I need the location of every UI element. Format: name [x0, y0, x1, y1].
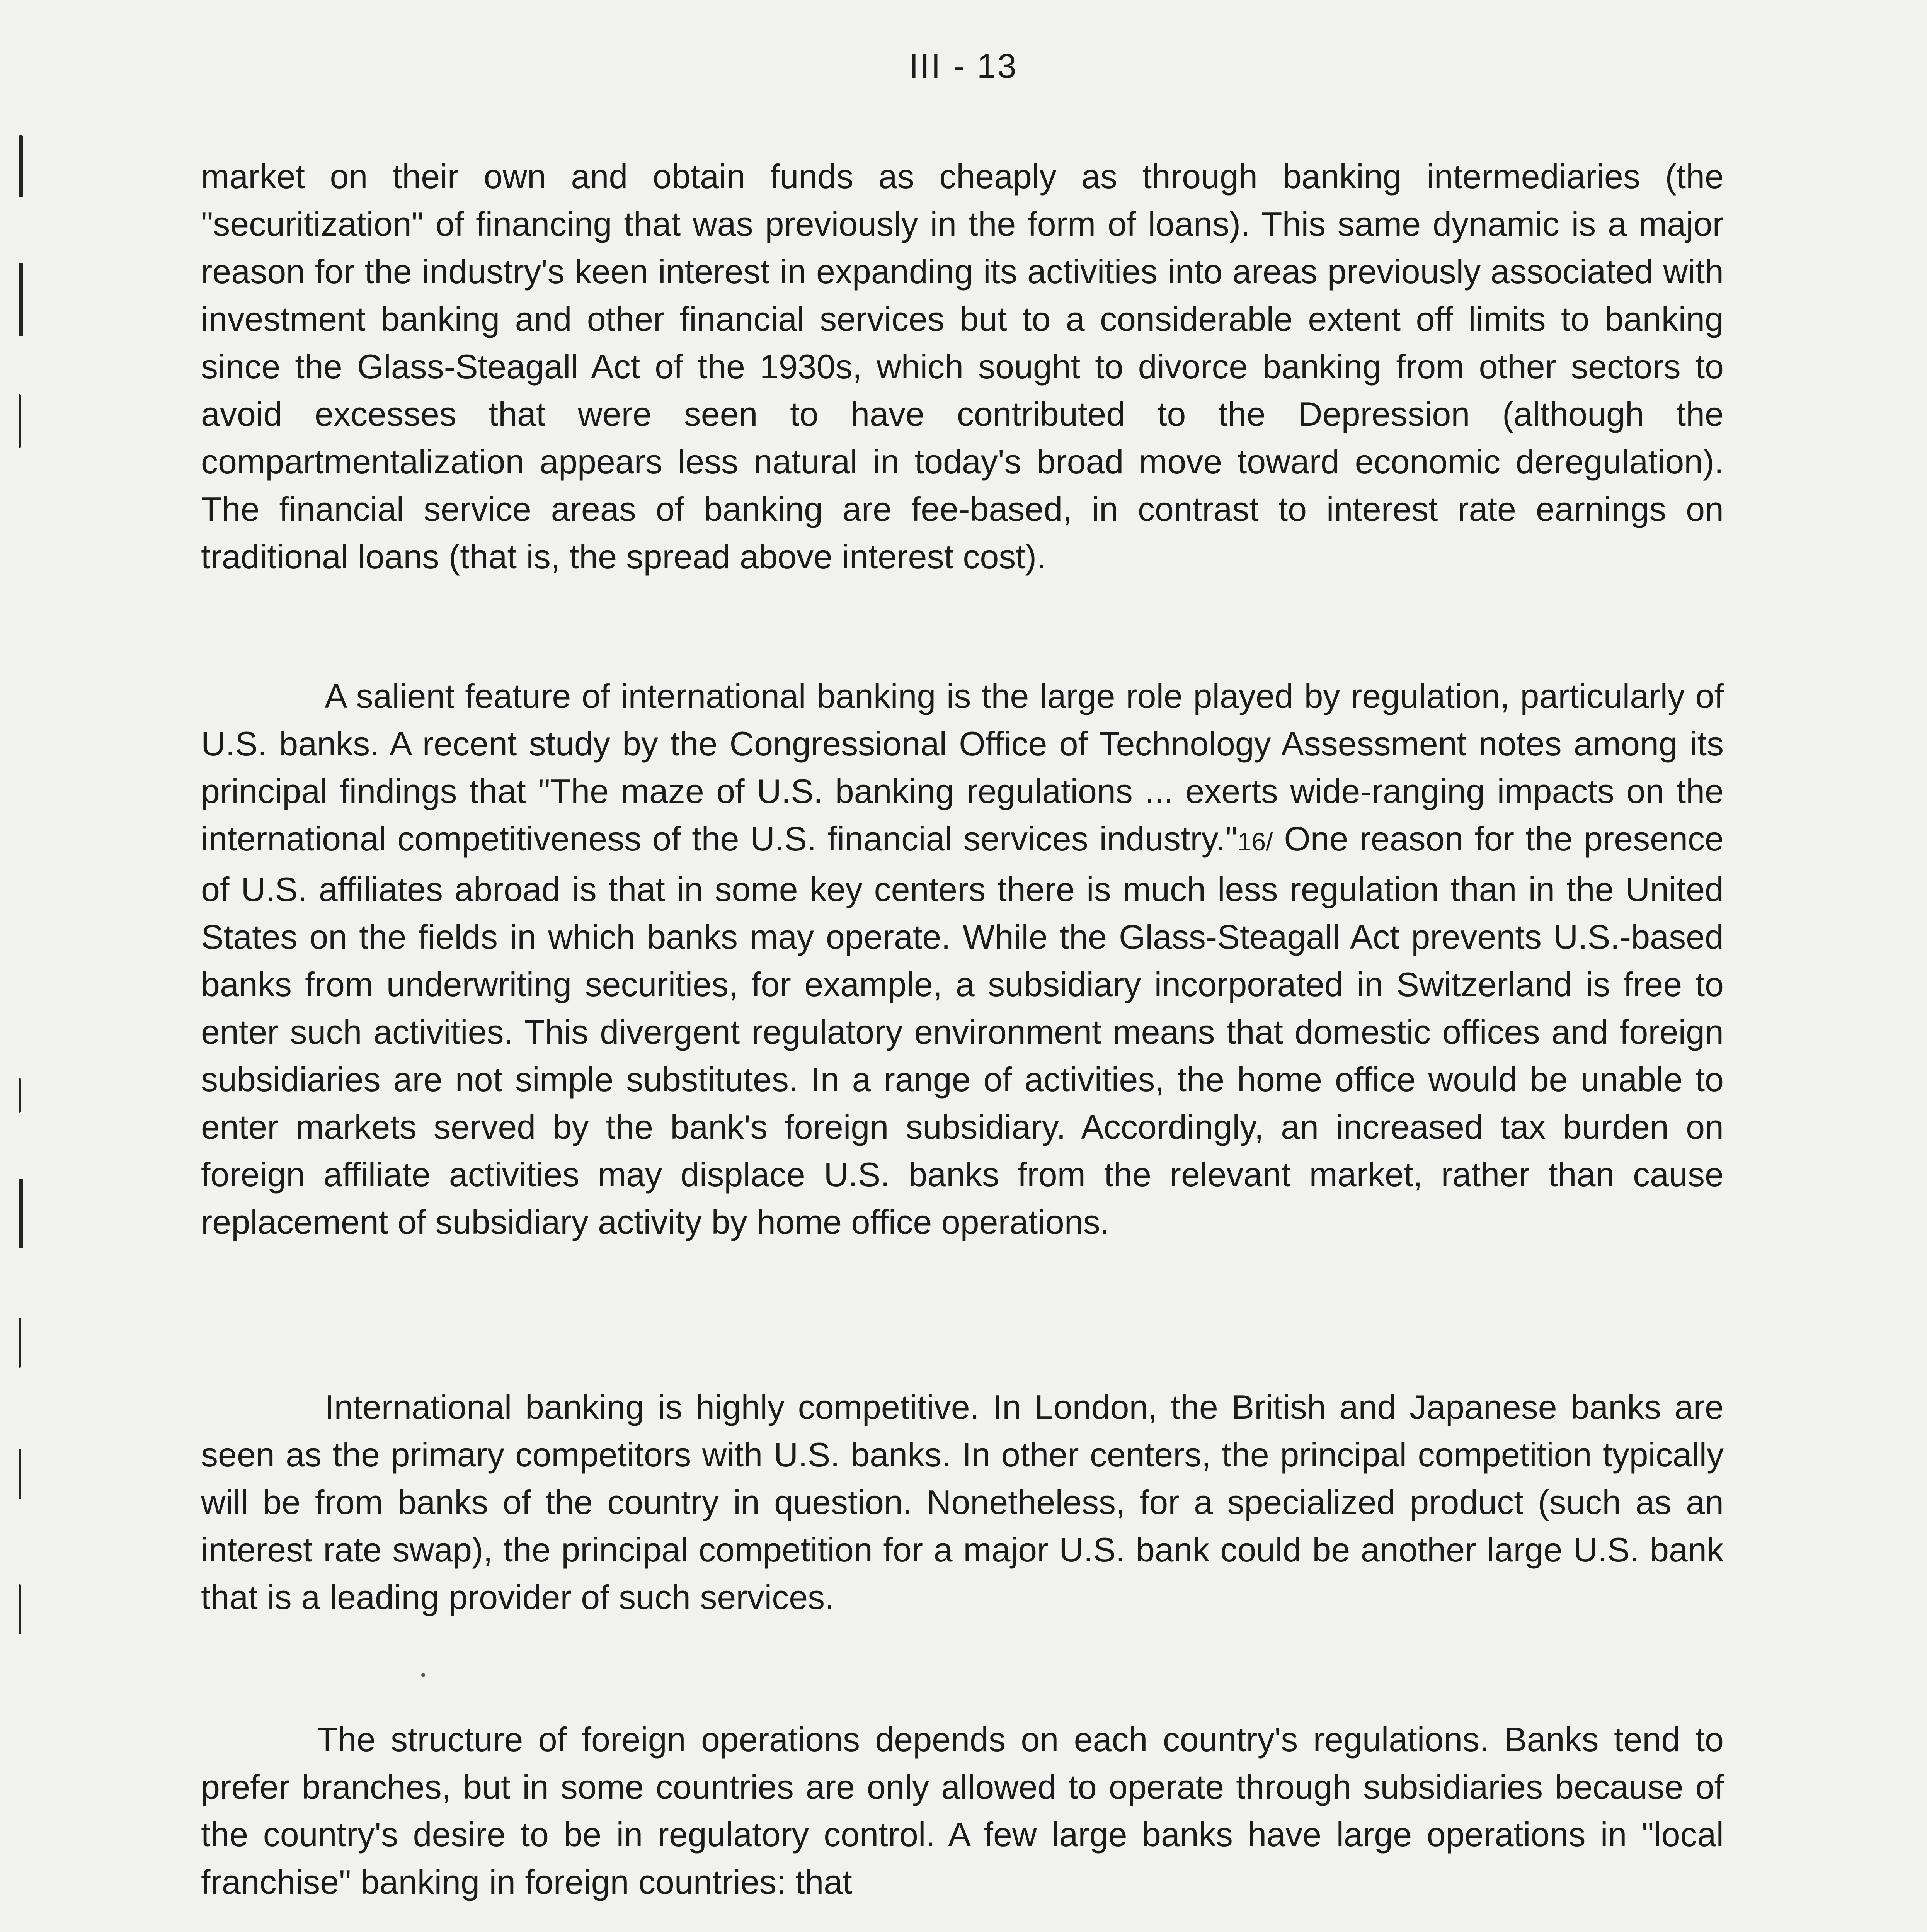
page-number: III - 13	[909, 47, 1018, 85]
scan-margin-mark	[19, 135, 23, 197]
scan-speck	[421, 1673, 425, 1677]
body-paragraph: The structure of foreign operations depends on each country's regulations. Banks tend to prefer branches, but in some countries are only allowed to operate through subsidiaries because of the country's desire to be in regulatory control. A few large banks have large operations in "local franchise" banking in foreign countries: that	[201, 1720, 1724, 1901]
scan-margin-mark	[19, 394, 21, 448]
body-paragraph: market on their own and obtain funds as cheaply as through banking intermediaries (the "securitization" of financing that was previously in the form of loans). This same dynamic is a major reason for the industry's keen interest in expanding its activities into areas previously associated with investment banking and other financial services but to a considerable extent off limits to banking since the Glass-Steagall Act of the 1930s, which sought to divorce banking from other sectors to avoid excesses that were seen to have contributed to the Depression (although the compartmentalization appears less natural in today's broad move toward economic deregulation). The financial service areas of banking are fee-based, in contrast to interest rate earnings on traditional loans (that is, the spread above interest cost).	[201, 157, 1724, 576]
paragraph-text: One reason for the presence of U.S. affiliates abroad is that in some key centers there is much less regulation than in the United States on the fields in which banks may operate. While the Glass-Steagall Act prevents U.S.-based banks from underwriting securities, for example, a subsidiary incorporated in Switzerland is free to enter such activities. This divergent regulatory environment means that domestic offices and foreign subsidiaries are not simple substitutes. In a range of activities, the home office would be unable to enter markets served by the bank's foreign subsidiary. Accordingly, an increased tax burden on foreign affiliate activities may displace U.S. banks from the relevant market, rather than cause replacement of subsidiary activity by home office operations.	[201, 820, 1724, 1241]
paragraph-text: A salient feature of international banking is the large role played by regulation, particularly of U.S. banks. A recent study by the Congressional Office of Technology Assessment notes among its principal findings that "The maze of U.S. banking regulations ... exerts wide-ranging impacts on the international competitiveness of the U.S. financial services industry."	[201, 677, 1724, 858]
scan-margin-mark	[19, 1584, 21, 1634]
footnote-reference: 16/	[1237, 827, 1273, 856]
scan-margin-mark	[19, 1318, 21, 1368]
scan-margin-mark	[19, 263, 23, 336]
body-paragraph: International banking is highly competitive. In London, the British and Japanese banks are seen as the primary competitors with U.S. banks. In other centers, the principal competition typically will be from banks of the country in question. Nonetheless, for a specialized product (such as an interest rate swap), the principal competition for a major U.S. bank could be another large U.S. bank that is a leading provider of such services.	[201, 1388, 1724, 1616]
scan-margin-mark	[19, 1179, 23, 1248]
scan-margin-mark	[19, 1078, 21, 1113]
scan-margin-mark	[19, 1449, 21, 1499]
body-paragraph	[201, 672, 1724, 1246]
